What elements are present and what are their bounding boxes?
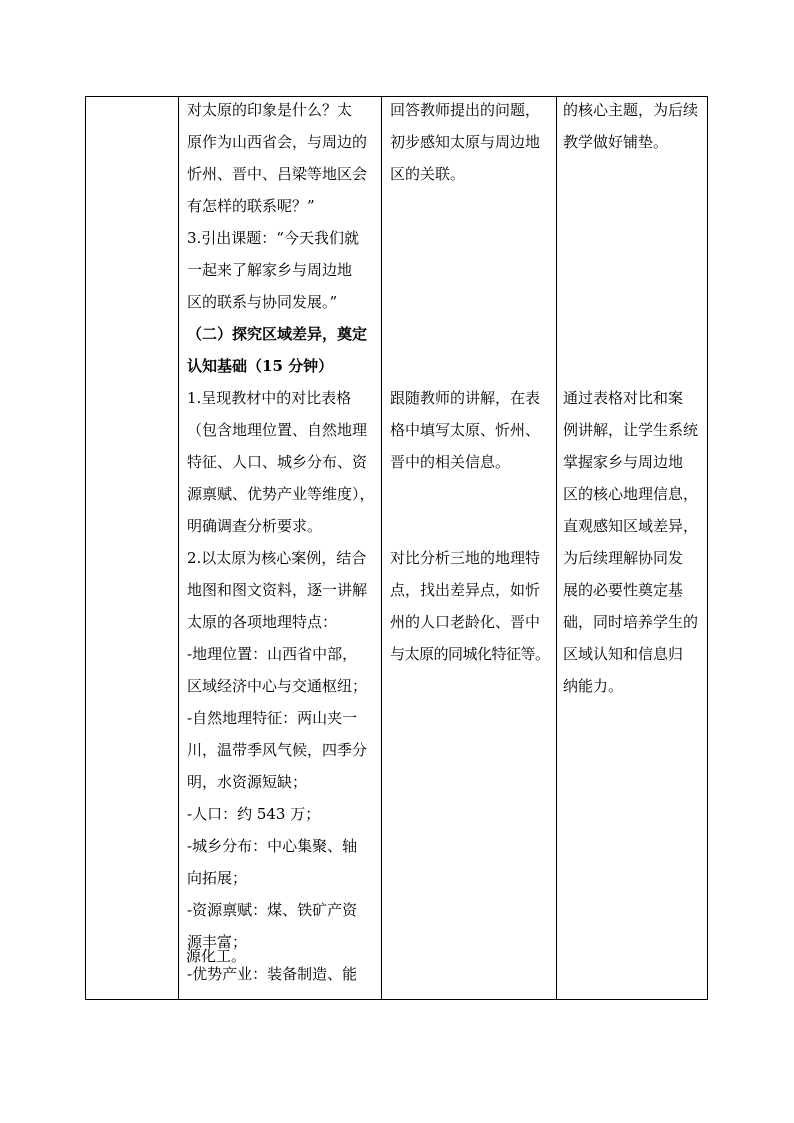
lesson-plan-table [85, 96, 708, 1000]
student-activity-line: 回答教师提出的问题， [390, 101, 541, 119]
design-intent-line: 教学做好铺垫。 [563, 133, 669, 151]
student-activity-line: 格中填写太原、忻州、 [390, 421, 541, 439]
teacher-activity-line: 原作为山西省会，与周边的 [187, 133, 368, 151]
teacher-activity-line: -人口：约 543 万； [187, 805, 321, 823]
teacher-activity-line: 1.呈现教材中的对比表格 [187, 389, 352, 407]
teacher-activity-line: 3.引出课题：“今天我们就 [187, 229, 359, 247]
teacher-activity-line: 忻州、晋中、吕梁等地区会 [187, 165, 368, 183]
student-activity-line: 州的人口老龄化、晋中 [390, 613, 541, 631]
teacher-activity-line: -自然地理特征：两山夹一 [187, 709, 358, 727]
design-intent-line: 区域认知和信息归 [563, 645, 684, 663]
teacher-activity-line: -资源禀赋：煤、铁矿产资 [187, 901, 358, 919]
teacher-activity-line: 一起来了解家乡与周边地 [187, 261, 353, 279]
teacher-activity-line: -优势产业：装备制造、能 [187, 965, 358, 983]
design-intent-line: 础，同时培养学生的 [563, 613, 699, 631]
design-intent-line: 掌握家乡与周边地 [563, 453, 684, 471]
design-intent-line: 的核心主题，为后续 [563, 101, 699, 119]
column-divider [178, 97, 179, 999]
design-intent-line: 例讲解，让学生系统 [563, 421, 699, 439]
student-activity-line: 与太原的同城化特征等。 [390, 645, 550, 663]
teacher-activity-line: -地理位置：山西省中部， [187, 645, 358, 663]
design-intent-line: 直观感知区域差异， [563, 517, 699, 535]
column-divider [381, 97, 382, 999]
teacher-activity-line: 源禀赋、优势产业等维度）， [187, 485, 375, 503]
student-activity-line: 对比分析三地的地理特 [390, 549, 541, 567]
teacher-activity-line: 区域经济中心与交通枢纽； [187, 677, 368, 695]
teacher-activity-line: -城乡分布：中心集聚、轴 [187, 837, 358, 855]
student-activity-line: 跟随教师的讲解，在表 [390, 389, 541, 407]
student-activity-line: 点，找出差异点，如忻 [390, 581, 541, 599]
design-intent-line: 为后续理解协同发 [563, 549, 684, 567]
teacher-activity-line: 有怎样的联系呢？” [187, 197, 315, 215]
section-heading: （二）探究区域差异，奠定 [187, 325, 368, 343]
design-intent-line: 通过表格对比和案 [563, 389, 684, 407]
teacher-activity-line: 明确调查分析要求。 [187, 517, 323, 535]
section-heading: 认知基础（15 分钟） [187, 357, 334, 375]
teacher-activity-line: 特征、人口、城乡分布、资 [187, 453, 368, 471]
teacher-activity-line: 对太原的印象是什么？太 [187, 101, 353, 119]
teacher-activity-line: 源化工。 [186, 947, 247, 965]
student-activity-line: 区的关联。 [390, 165, 466, 183]
teacher-activity-line: 区的联系与协同发展。” [187, 293, 338, 311]
teacher-activity-line: 地图和图文资料，逐一讲解 [187, 581, 368, 599]
teacher-activity-line: 2.以太原为核心案例，结合 [187, 549, 367, 567]
teacher-activity-line: （包含地理位置、自然地理 [187, 421, 368, 439]
teacher-activity-line: 向拓展； [187, 869, 248, 887]
student-activity-line: 晋中的相关信息。 [390, 453, 511, 471]
teacher-activity-line: 明，水资源短缺； [187, 773, 308, 791]
design-intent-line: 展的必要性奠定基 [563, 581, 684, 599]
design-intent-line: 区的核心地理信息， [563, 485, 699, 503]
teacher-activity-line: 源丰富； [187, 933, 248, 951]
design-intent-line: 纳能力。 [563, 677, 624, 695]
student-activity-line: 初步感知太原与周边地 [390, 133, 541, 151]
teacher-activity-line: 川，温带季风气候，四季分 [187, 741, 368, 759]
teacher-activity-line: 太原的各项地理特点： [187, 613, 338, 631]
column-divider [556, 97, 557, 999]
